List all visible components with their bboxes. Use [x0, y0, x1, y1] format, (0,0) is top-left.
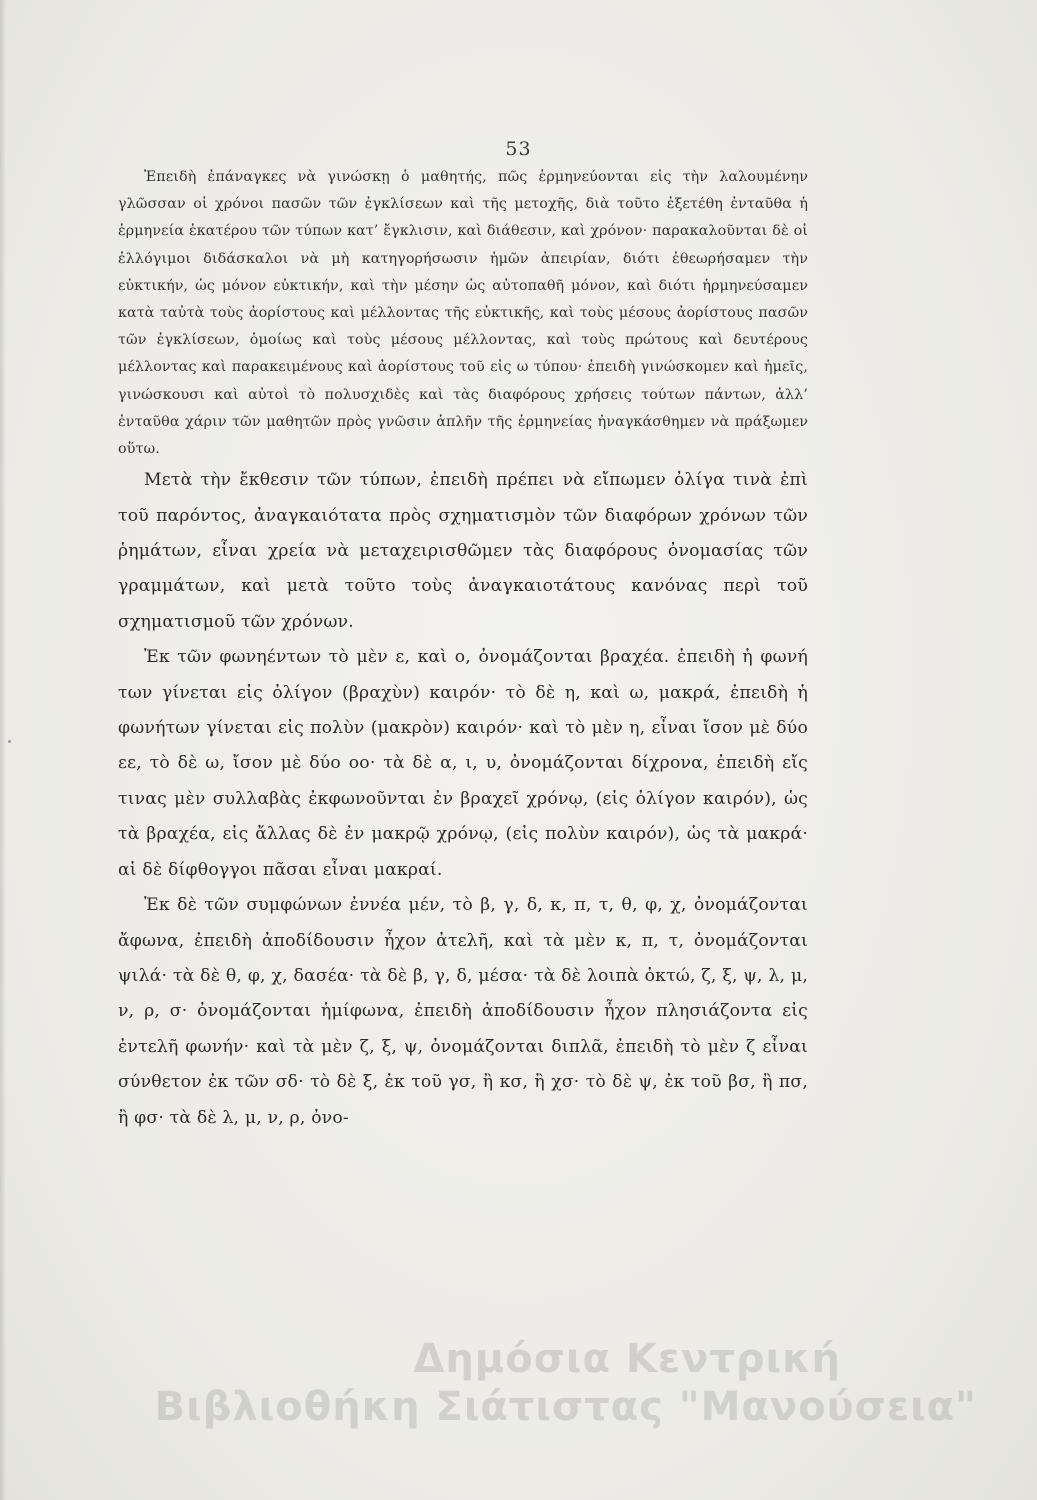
body-text: [118, 160, 808, 1136]
library-watermark-line2: Βιβλιοθήκη Σιάτιστας "Μανούσεια": [154, 1384, 977, 1430]
library-watermark-line1: Δημόσια Κεντρική: [413, 1336, 841, 1382]
paragraph-intro-note: Ἐπειδὴ ἐπάναγκες νὰ γινώσκῃ ὁ μαθητής, πῶς ἑρμηνεύονται εἰς τὴν λαλουμένην γλῶσσαν οἱ χρόνοι πασῶν τῶν ἐγκλίσεων καὶ τῆς μετοχῆς, διὰ τοῦτο ἐξετέθη ἐνταῦθα ἡ ἑρμηνεία ἑκατέρου τῶν τύπων κατ’ ἔγκλισιν, καὶ διάθεσιν, καὶ χρόνον· παρακαλοῦνται δὲ οἱ ἐλλόγιμοι διδάσκαλοι νὰ μὴ κατηγορήσωσιν ἡμῶν ἀπειρίαν, διότι ἐθεωρήσαμεν τὴν εὐκτικήν, ὡς μόνον εὐκτικήν, καὶ τὴν μέσην ὡς αὐτοπαθῆ μόνον, καὶ διότι ἡρμηνεύσαμεν κατὰ ταὐτὰ τοὺς ἀορίστους καὶ μέλλοντας τῆς εὐκτικῆς, καὶ τοὺς μέσους ἀορίστους πασῶν τῶν ἐγκλίσεων, ὁμοίως καὶ τοὺς μέσους μέλλοντας, καὶ τοὺς πρώτους καὶ δευτέρους μέλλοντας καὶ παρακειμένους καὶ ἀορίστους τοῦ εἰς ω τύπου· ἐπειδὴ γινώσκομεν καὶ ἡμεῖς, γινώσκουσι καὶ αὐτοὶ τὸ πολυσχιδὲς καὶ τὰς διαφόρους χρήσεις τούτων πάντων, ἀλλ’ ἐνταῦθα χάριν τῶν μαθητῶν πρὸς γνῶσιν ἁπλῆν τῆς ἑρμηνείας ἠναγκάσθημεν νὰ πράξωμεν οὕτω.: [118, 169, 808, 458]
scan-speck: [8, 740, 11, 743]
page-number: 53: [505, 138, 532, 160]
left-edge-shadow: [0, 0, 6, 1500]
paragraph-vowels: Ἐκ τῶν φωνηέντων τὸ μὲν ε, καὶ ο, ὀνομάζονται βραχέα. ἐπειδὴ ἡ φωνή των γίνεται εἰς ὀλίγον (βραχὺν) καιρόν· τὸ δὲ η, καὶ ω, μακρά, ἐπειδὴ ἡ φωνήτων γίνεται εἰς πολὺν (μακρὸν) καιρόν· καὶ τὸ μὲν η, εἶναι ἴσον μὲ δύο εε, τὸ δὲ ω, ἴσον μὲ δύο οο· τὰ δὲ α, ι, υ, ὀνομάζονται δίχρονα, ἐπειδὴ εἴς τινας μὲν συλλαβὰς ἐκφωνοῦνται ἐν βραχεῖ χρόνῳ, (εἰς ὀλίγον καιρόν), ὡς τὰ βραχέα, εἰς ἄλλας δὲ ἐν μακρῷ χρόνῳ, (εἰς πολὺν καιρόν), ὡς τὰ μακρά· αἱ δὲ δίφθογγοι πᾶσαι εἶναι μακραί.: [118, 647, 808, 880]
paragraph-forms-exposition: Μετὰ τὴν ἔκθεσιν τῶν τύπων, ἐπειδὴ πρέπει νὰ εἴπωμεν ὀλίγα τινὰ ἐπὶ τοῦ παρόντος, ἀναγκαιότατα πρὸς σχηματισμὸν τῶν διαφόρων χρόνων τῶν ῥημάτων, εἶναι χρεία νὰ μεταχειρισθῶμεν τὰς διαφόρους ὀνομασίας τῶν γραμμάτων, καὶ μετὰ τοῦτο τοὺς ἀναγκαιοτάτους κανόνας περὶ τοῦ σχηματισμοῦ τῶν χρόνων.: [118, 470, 808, 632]
paragraph-consonants: Ἐκ δὲ τῶν συμφώνων ἐννέα μέν, τὸ β, γ, δ, κ, π, τ, θ, φ, χ, ὀνομάζονται ἄφωνα, ἐπειδὴ ἀποδίδουσιν ἦχον ἀτελῆ, καὶ τὰ μὲν κ, π, τ, ὀνομάζονται ψιλά· τὰ δὲ θ, φ, χ, δασέα· τὰ δὲ β, γ, δ, μέσα· τὰ δὲ λοιπὰ ὀκτώ, ζ, ξ, ψ, λ, μ, ν, ρ, σ· ὀνομάζονται ἡμίφωνα, ἐπειδὴ ἀποδίδουσιν ἦχον πλησιάζοντα εἰς ἐντελῆ φωνήν· καὶ τὰ μὲν ζ, ξ, ψ, ὀνομάζονται διπλᾶ, ἐπειδὴ τὸ μὲν ζ εἶναι σύνθετον ἐκ τῶν σδ· τὸ δὲ ξ, ἐκ τοῦ γσ, ἢ κσ, ἢ χσ· τὸ δὲ ψ, ἐκ τοῦ βσ, ἢ πσ, ἢ φσ· τὰ δὲ λ, μ, ν, ρ, ὀνο-: [118, 895, 808, 1128]
